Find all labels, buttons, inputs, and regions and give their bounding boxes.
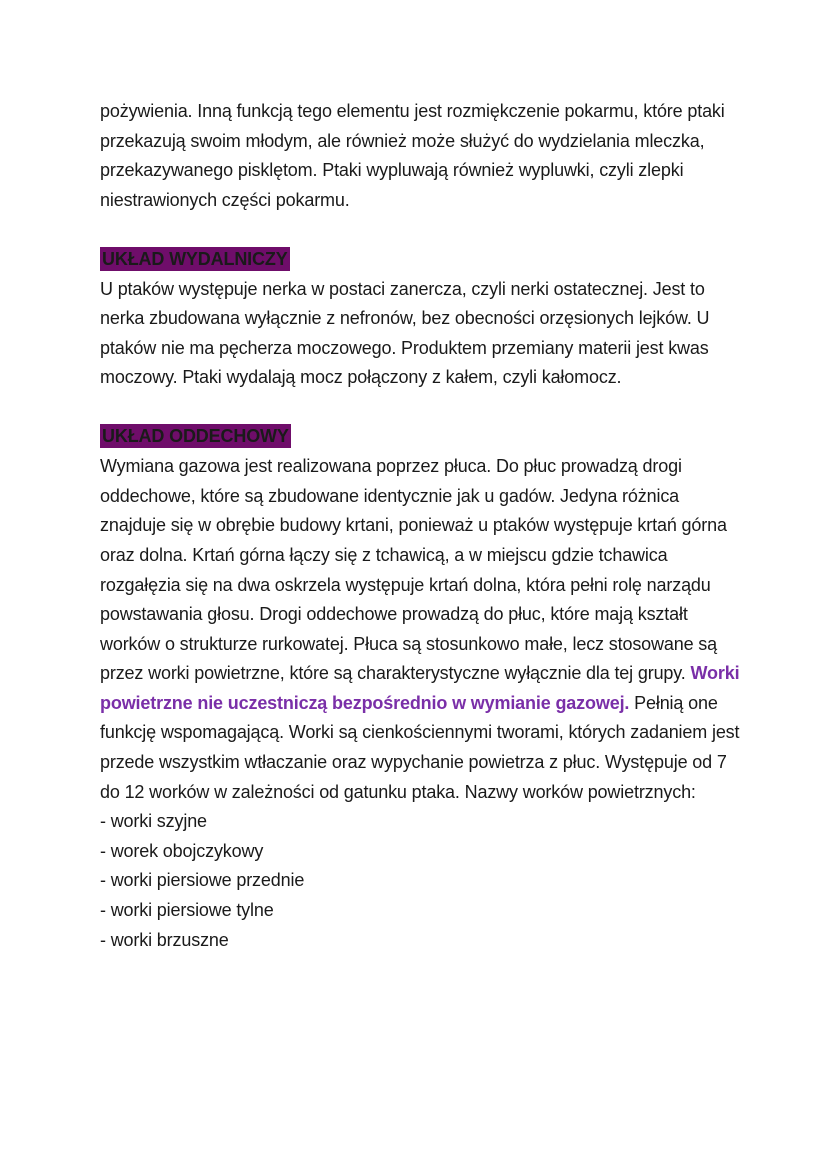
excretory-heading: UKŁAD WYDALNICZY bbox=[102, 248, 288, 269]
excretory-paragraph: U ptaków występuje nerka w postaci zanercza, czyli nerki ostatecznej. Jest to nerka zbudowana wyłącznie z nefronów, bez obecności orzęsionych lejków. U ptaków nie ma pęcherza moczowego. Produktem przemiany materii jest kwas moczowy. Ptaki wydalają mocz połączony z kałem, czyli kałomocz. bbox=[100, 278, 710, 388]
respiratory-text-before: Wymiana gazowa jest realizowana poprzez płuca. Do płuc prowadzą drogi oddechowe, które są zbudowane identycznie jak u gadów. Jedyna różnica znajduje się w obrębie budowy krtani, ponieważ u ptaków występuje krtań górna oraz dolna. Krtań górna łączy się z tchawicą, a w miejscu gdzie tchawica rozgałęzia się na dwa oskrzela występuje krtań dolna, która pełni rolę narządu powstawania głosu. Drogi oddechowe prowadzą do płuc, które mają kształt worków o strukturze rurkowatej. Płuca są stosunkowo małe, lecz stosowane są przez worki powietrzne, które są charakterystyczne wyłącznie dla tej grupy. bbox=[100, 456, 727, 684]
spacer bbox=[100, 393, 740, 423]
excretory-heading-row bbox=[100, 245, 740, 275]
respiratory-heading-row bbox=[100, 423, 740, 453]
list-item: - worek obojczykowy bbox=[100, 840, 264, 861]
respiratory-text-after: Pełnią one funkcję wspomagającą. Worki są cienkościennymi tworami, których zadaniem jest przede wszystkim wtłaczanie oraz wypychanie powietrza z płuc. Występuje od 7 do 12 worków w zależności od gatunku ptaka. Nazwy worków powietrznych: bbox=[100, 692, 740, 802]
list-item: - worki brzuszne bbox=[100, 929, 229, 950]
spacer bbox=[100, 215, 740, 245]
list-item: - worki piersiowe przednie bbox=[100, 870, 305, 891]
respiratory-emphasis: Worki powietrzne nie uczestniczą bezpośrednio w wymianie gazowej. bbox=[100, 663, 740, 713]
respiratory-paragraph bbox=[100, 452, 740, 807]
document-page bbox=[100, 97, 740, 955]
respiratory-heading: UKŁAD ODDECHOWY bbox=[102, 426, 289, 447]
list-item: - worki szyjne bbox=[100, 811, 207, 832]
list-item: - worki piersiowe tylne bbox=[100, 900, 274, 921]
intro-paragraph: pożywienia. Inną funkcją tego elementu jest rozmiękczenie pokarmu, które ptaki przekazują swoim młodym, ale również może służyć do wydzielania mleczka, przekazywanego pisklętom. Ptaki wypluwają również wypluwki, czyli zlepki niestrawionych części pokarmu. bbox=[100, 101, 725, 210]
air-sacs-list bbox=[100, 807, 740, 955]
